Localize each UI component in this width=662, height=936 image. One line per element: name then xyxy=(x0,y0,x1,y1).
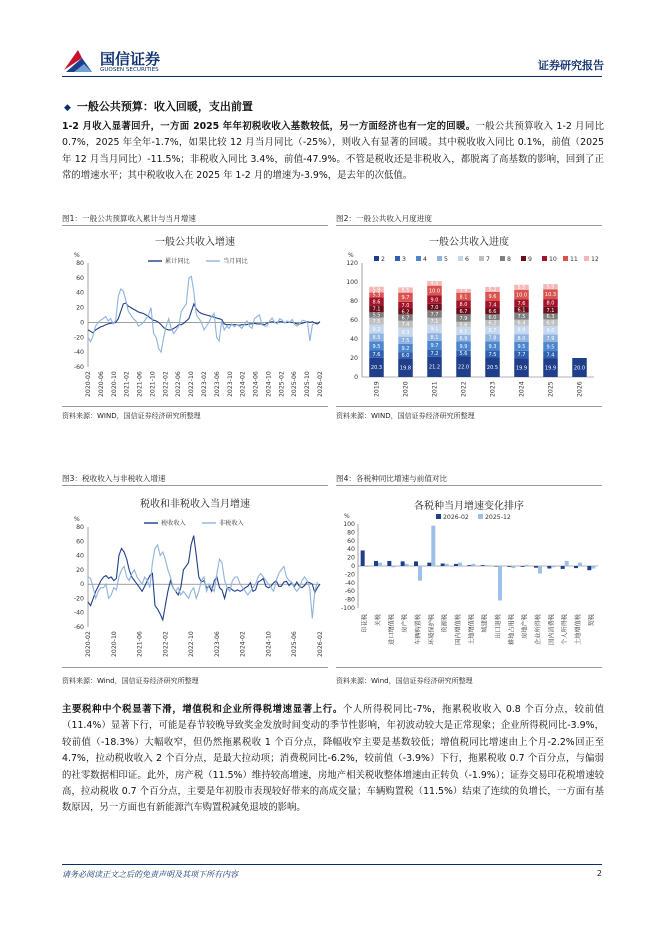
fig4-bar xyxy=(521,566,525,567)
fig4-ytick: 20 xyxy=(347,554,355,562)
fig3-ytick: -40 xyxy=(73,609,84,617)
fig2-segment-label: 6.7 xyxy=(459,308,468,315)
fig3-xtick: 2022-10 xyxy=(188,631,196,657)
fig4-bar xyxy=(467,565,471,566)
fig4-ytick: -80 xyxy=(344,596,355,604)
fig2-ytick: 100 xyxy=(346,279,358,286)
fig4-xtick: 环境保护税 xyxy=(428,614,436,645)
fig2-segment-label: 6.3 xyxy=(546,314,555,321)
fig3-ytick: 0 xyxy=(80,581,84,589)
brand-en: GUOSEN SECURITIES xyxy=(100,67,159,73)
fig1-xtick-mid: 2020-06 xyxy=(97,371,105,397)
fig4-xtick: 关税 xyxy=(375,614,382,627)
fig4-xtick: 土地增值税 xyxy=(468,614,476,645)
fig2-xtick: 2022 xyxy=(460,381,468,397)
fig2-segment-label: 7.4 xyxy=(488,302,497,309)
fig2-legend-swatch xyxy=(500,256,505,261)
fig4-legend-label: 2025-12 xyxy=(485,514,511,521)
header-divider xyxy=(62,76,602,77)
fig4-ytick: -100 xyxy=(340,605,355,612)
fig2-xtick: 2024 xyxy=(518,381,526,397)
fig4-xtick: 资源税 xyxy=(441,614,449,633)
fig2-segment-label: 6.9 xyxy=(459,335,468,342)
fig2-segment-label: 7.7 xyxy=(430,311,439,318)
fig2-segment-label: 19.9 xyxy=(515,365,528,372)
fig1-xtick: 2026-02 xyxy=(317,371,324,397)
fig4-xtick: 国内增值税 xyxy=(455,614,462,645)
fig4-bar xyxy=(591,566,595,569)
fig4-bar xyxy=(485,565,489,566)
fig2-segment-label: 9.3 xyxy=(401,330,410,337)
figure4-source-line xyxy=(336,667,602,668)
fig1-xtick: 2022-10 xyxy=(188,371,196,397)
fig2-segment-label: 9.2 xyxy=(372,326,381,333)
paragraph2-body: 个人所得税同比-7%，拖累税收收入 0.8 个百分点，较前值（11.4%）显著下行，可能是春节较晚导致奖金发放时间变动的季节性影响，年初波动较大是正常现象；企业所得税同比-3.9%，较前值（-18.3%）大幅收窄，但仍然拖累税收 1 个百分点，降幅收窄主要是基数较低；增值税同比增速由上个月-2.2%回正至 4.7%，拉动税收收入 2 个百分点，是最大拉动项；消费税同比-6.2%，较前值（-3.9%）下行，拖累税收 0.7 个百分点，与偏弱的社零数据相印证。此外，房产税（11.5%）维持较高增速，房地产相关税收整体增速由正转负（-1.9%）；证券交易印花税增速较高，拉动税收 0.7 个百分点，主要是年初股市表现较好带来的高成交量；车辆购置税（11.5%）结束了连续的负增长，一方面有基数原因，另一方面也有新能源汽车购置税减免退坡的影响。 xyxy=(62,704,604,814)
fig3-legend-label: 税收收入 xyxy=(161,520,186,527)
fig2-segment-label: 6.0 xyxy=(488,314,497,321)
fig2-segment-label: 20.3 xyxy=(370,365,383,372)
fig4-xtick: 城建税 xyxy=(481,614,489,633)
fig4-bar xyxy=(498,566,502,600)
figure2-svg xyxy=(336,227,602,405)
fig4-xtick: 车辆购置税 xyxy=(415,614,422,645)
fig2-legend-swatch xyxy=(521,256,526,261)
fig1-series-2 xyxy=(88,276,315,352)
fig2-segment-label: 7.5 xyxy=(372,318,381,325)
fig4-xtick: 土地增值税 xyxy=(575,614,582,645)
fig1-xtick: 2022-02 xyxy=(162,371,170,397)
fig1-xtick: 2024-10 xyxy=(265,371,273,397)
fig3-xtick: 2021-06 xyxy=(136,631,144,657)
fig2-segment-label: 7.9 xyxy=(459,315,468,322)
fig1-legend-label: 当月同比 xyxy=(223,258,248,265)
figure3-svg xyxy=(62,487,328,665)
fig2-segment-label: 8.1 xyxy=(459,294,468,301)
fig2-legend-swatch xyxy=(416,256,421,261)
fig2-segment-label: 7.9 xyxy=(546,336,555,343)
fig4-legend-label: 2026-02 xyxy=(443,514,469,521)
fig1-xtick-mid: 2022-06 xyxy=(175,371,183,397)
fig2-legend-label: 5 xyxy=(444,256,448,263)
fig4-ytick: -20 xyxy=(344,571,355,579)
fig1-ytick: 80 xyxy=(76,260,84,267)
figure2-source-line xyxy=(336,406,602,407)
figure3-source: 资料来源：Wind，国信证券经济研究所整理 xyxy=(62,677,199,685)
fig2-segment-label: 7.1 xyxy=(546,307,555,314)
fig4-ytick: 40 xyxy=(347,546,355,554)
fig2-segment-label: 9.7 xyxy=(401,295,410,302)
fig2-ytick: 20 xyxy=(350,355,358,362)
fig2-segment-label: 9.9 xyxy=(459,343,468,350)
report-type: 证券研究报告 xyxy=(538,59,604,72)
fig4-xtick: 国内消费税 xyxy=(548,614,556,645)
fig4-ytick: 60 xyxy=(347,537,355,545)
fig2-segment-label: 8.0 xyxy=(546,300,555,307)
fig3-ytick: 80 xyxy=(76,524,84,531)
fig4-legend-swatch xyxy=(436,514,441,519)
fig1-xtick: 2024-02 xyxy=(239,371,247,397)
fig3-ytick: 40 xyxy=(76,552,84,560)
figure1-source: 资料来源：WIND，国信证券经济研究所整理 xyxy=(62,412,201,420)
fig2-segment-label: 7.8 xyxy=(488,335,497,342)
fig4-bar xyxy=(441,563,445,566)
fig1-xtick-mid: 2021-10 xyxy=(149,371,157,397)
fig2-segment-label: 7.4 xyxy=(401,322,410,329)
fig4-ytick: -60 xyxy=(344,588,355,596)
fig2-segment-label: 6.4 xyxy=(517,320,526,327)
fig1-xtick-mid: 2023-10 xyxy=(226,371,234,397)
fig2-segment-label: 6.6 xyxy=(488,308,497,315)
fig4-xtick: 耕地占用税 xyxy=(508,614,516,645)
fig2-legend-label: 4 xyxy=(423,256,427,263)
fig1-ytick: 0 xyxy=(80,319,84,327)
fig1-xtick: 2020-10 xyxy=(110,371,118,397)
fig2-legend-label: 12 xyxy=(591,256,599,263)
fig4-xtick: 进口增值税 xyxy=(388,614,396,645)
figure4-title: 各税种当月增速变化排序 xyxy=(414,501,524,512)
company-logo xyxy=(62,44,192,78)
section-title: 一般公共预算：收入回暖，支出前置 xyxy=(76,100,253,113)
figure3-source-line xyxy=(62,667,328,668)
fig2-legend-label: 7 xyxy=(486,256,490,263)
fig2-segment-label: 8.9 xyxy=(517,327,526,334)
fig2-legend-swatch xyxy=(395,256,400,261)
fig4-bar xyxy=(418,566,422,581)
paragraph-lead: 1-2 月收入显著回升，一方面 2025 年年初税收收入基数较低，另一方面经济也有一定的回暖。 xyxy=(62,121,476,132)
fig2-segment-label: 10.0 xyxy=(515,292,528,299)
fig2-segment-label: 6.9 xyxy=(546,320,555,327)
fig2-segment-label: 8.0 xyxy=(459,301,468,308)
fig4-bar xyxy=(561,566,565,569)
fig2-legend-label: 6 xyxy=(465,256,469,263)
fig2-segment-label: 22.0 xyxy=(457,364,470,371)
fig2-segment-label: 8.6 xyxy=(372,299,381,306)
fig4-xtick: 房产税 xyxy=(401,614,409,633)
fig2-segment-label: 7.1 xyxy=(372,306,381,313)
figure4-svg xyxy=(336,487,602,665)
fig1-xtick-mid: 2025-10 xyxy=(304,371,312,397)
fig2-segment-label: 5.6 xyxy=(459,351,468,358)
fig4-bar xyxy=(551,566,555,567)
fig2-legend-label: 8 xyxy=(507,256,511,263)
figure1-caption-line xyxy=(62,225,328,226)
paragraph-revenue xyxy=(62,119,604,185)
fig4-bar xyxy=(405,564,409,566)
fig2-segment-label: 19.8 xyxy=(399,365,412,372)
fig2-segment-label: 7.5 xyxy=(517,313,526,320)
fig3-xtick: 2024-10 xyxy=(265,631,273,657)
fig2-segment-label: 8.1 xyxy=(459,328,468,335)
fig2-legend-swatch xyxy=(542,256,547,261)
brand-cn: 国信证券 xyxy=(100,50,161,68)
fig2-legend-swatch xyxy=(479,256,484,261)
fig3-unit: % xyxy=(74,516,80,523)
footer-divider xyxy=(62,864,602,865)
fig4-bar xyxy=(511,566,515,568)
fig1-xtick: 2021-06 xyxy=(136,371,144,397)
fig2-segment-label: 9.1 xyxy=(430,326,439,333)
fig2-segment-label: 9.6 xyxy=(488,294,497,301)
fig2-segment-label: 3.9 xyxy=(459,288,468,295)
fig2-segment-label: 7.4 xyxy=(546,352,555,359)
fig3-ytick: 60 xyxy=(76,538,84,546)
fig2-segment-label: 9.5 xyxy=(372,343,381,350)
figure4-caption-line xyxy=(336,485,602,486)
fig2-segment-label: 6.1 xyxy=(517,307,526,314)
fig4-bar xyxy=(587,566,591,570)
fig4-bar xyxy=(494,566,498,567)
fig4-bar xyxy=(431,526,435,566)
fig2-segment-label: 7.7 xyxy=(517,352,526,359)
fig2-segment-label: 7.5 xyxy=(488,351,497,358)
fig4-ytick: -40 xyxy=(344,579,355,587)
fig2-legend-swatch xyxy=(563,256,568,261)
fig2-segment-label: 5.3 xyxy=(372,292,381,299)
fig2-segment-label: 7.6 xyxy=(372,351,381,358)
fig4-xtick: 个人所得税 xyxy=(561,614,569,645)
fig2-segment-label: 9.3 xyxy=(488,343,497,350)
paragraph-taxes xyxy=(62,702,604,817)
fig1-xtick-mid: 2021-02 xyxy=(123,371,131,397)
figure2-title: 一般公共收入进度 xyxy=(429,237,509,248)
fig2-segment-label: 9.5 xyxy=(546,344,555,351)
fig2-legend-label: 9 xyxy=(528,256,532,263)
fig2-segment-label: 8.1 xyxy=(430,334,439,341)
figure2-caption: 图2：一般公共收入月度进度 xyxy=(336,214,432,223)
fig2-segment-label: 7.5 xyxy=(401,337,410,344)
fig2-ytick: 120 xyxy=(346,260,358,267)
fig2-legend-label: 3 xyxy=(402,256,406,263)
figure1-svg xyxy=(62,227,328,405)
footer-disclaimer: 请务必阅读正文之后的免责声明及其项下所有内容 xyxy=(62,870,238,879)
fig1-legend-label: 累计同比 xyxy=(165,258,190,265)
fig3-ytick: -20 xyxy=(73,595,84,603)
fig2-segment-label: 7.1 xyxy=(430,318,439,325)
fig4-bar xyxy=(378,563,382,566)
fig4-xtick: 印花税 xyxy=(361,614,369,633)
fig1-ytick: -20 xyxy=(73,334,84,342)
fig4-bar xyxy=(361,550,365,566)
fig4-bar xyxy=(574,566,578,568)
fig4-ytick: 0 xyxy=(351,563,355,570)
fig4-bar xyxy=(507,566,511,567)
figure1-chart xyxy=(62,227,328,405)
fig2-unit: % xyxy=(348,252,354,259)
fig2-segment-label: 5.5 xyxy=(401,287,410,294)
figure4-caption: 图4：各税种同比增速与前值对比 xyxy=(336,474,448,483)
fig2-segment-label: 8.7 xyxy=(488,327,497,334)
fig2-segment-label: 7.2 xyxy=(430,351,439,358)
figure1-source-line xyxy=(62,406,328,407)
fig4-ytick: 100 xyxy=(343,521,355,528)
fig2-segment-label: 5.5 xyxy=(517,285,526,292)
fig2-ytick: 0 xyxy=(354,374,358,381)
fig4-bar xyxy=(534,566,538,568)
fig3-xtick: 2025-06 xyxy=(291,631,299,657)
fig4-bar xyxy=(538,566,542,574)
fig2-legend-label: 11 xyxy=(570,256,578,263)
figure1-title: 一般公共收入增速 xyxy=(155,237,235,248)
figure2-source: 资料来源：WIND，国信证券经济研究所整理 xyxy=(336,412,475,420)
fig2-segment-label: 8.0 xyxy=(517,335,526,342)
fig2-legend-label: 2 xyxy=(381,256,385,263)
fig2-segment-label: 9.5 xyxy=(517,344,526,351)
figure3-caption-line xyxy=(62,485,328,486)
fig4-xtick: 出口退税 xyxy=(495,614,502,639)
fig4-bar xyxy=(387,561,391,566)
fig1-xtick-mid: 2023-02 xyxy=(201,371,208,397)
fig4-bar xyxy=(391,566,395,567)
fig2-segment-label: 9.0 xyxy=(546,328,555,335)
fig2-segment-label: 10.3 xyxy=(544,292,557,299)
fig2-segment-label: 20.5 xyxy=(486,365,499,372)
fig2-segment-label: 5.9 xyxy=(372,287,381,294)
paragraph2-lead: 主要税种中个税显著下滑，增值税和企业所得税增速显著上行。 xyxy=(62,704,343,715)
fig4-bar xyxy=(401,561,405,566)
fig4-bar xyxy=(374,561,378,566)
fig2-ytick: 60 xyxy=(350,317,358,324)
fig1-ytick: 60 xyxy=(76,274,84,282)
fig4-bar xyxy=(471,564,475,566)
fig2-ytick: 40 xyxy=(350,336,358,343)
fig2-xtick: 2021 xyxy=(431,381,439,397)
paragraph-body: 一般公共预算收入 1-2 月同比 0.7%，2025 年全年-1.7%，如果比较 12 月当月同比（-25%），则收入有显著的回暖。其中税收收入同比 0.1%，前值（2025 年 12 月当月同比）-11.5%；非税收入同比 3.4%，前值-47.9%。不管是税收还是非税收入，都脱离了高基数的影响，回到了正常的增速水平；其中税收收入在 2025 年 1-2 月的增速为-3.9%，是去年的次低值。 xyxy=(62,121,604,182)
figure1-caption: 图1：一般公共预算收入累计与当月增速 xyxy=(62,214,196,223)
fig4-bar xyxy=(565,561,569,566)
fig4-bar xyxy=(427,563,431,566)
fig2-ytick: 80 xyxy=(350,298,358,305)
figure4-chart xyxy=(336,487,602,665)
fig1-ytick: 40 xyxy=(76,289,84,297)
fig2-xtick: 2020 xyxy=(402,381,410,397)
fig2-segment-label: 6.2 xyxy=(401,309,410,316)
fig2-xtick: 2025 xyxy=(547,381,555,397)
fig3-xtick: 2022-02 xyxy=(162,631,170,657)
figure4-source: 资料来源：Wind，国信证券经济研究所整理 xyxy=(336,677,473,685)
section-heading xyxy=(64,98,253,114)
fig2-legend-swatch xyxy=(458,256,463,261)
fig4-bar xyxy=(481,565,485,566)
fig3-xtick: 2023-06 xyxy=(213,631,221,657)
fig2-segment-label: 7.0 xyxy=(430,304,439,311)
fig2-legend-label: 10 xyxy=(549,256,557,263)
fig2-segment-label: 7.6 xyxy=(517,300,526,307)
fig1-xtick: 2025-06 xyxy=(291,371,299,397)
fig2-segment-label: 6.2 xyxy=(488,320,497,327)
fig2-xtick: 2023 xyxy=(489,381,497,397)
fig2-segment-label: 5.2 xyxy=(488,287,497,294)
fig3-xtick: 2020-02 xyxy=(85,631,92,657)
fig4-bar xyxy=(414,561,418,566)
fig1-xtick: 2020-02 xyxy=(85,371,92,397)
fig2-segment-label: 10.0 xyxy=(428,288,441,295)
fig2-xtick: 2019 xyxy=(373,381,381,397)
fig1-unit: % xyxy=(74,252,80,259)
fig1-xtick-mid: 2024-06 xyxy=(252,371,260,397)
figure3-title: 税收和非税收入当月增速 xyxy=(140,499,250,510)
fig2-segment-label: 20.0 xyxy=(573,365,586,372)
fig1-xtick: 2023-06 xyxy=(213,371,221,397)
page-number: 2 xyxy=(596,869,602,878)
figure2-caption-line xyxy=(336,225,602,226)
fig3-xtick: 2024-02 xyxy=(239,631,247,657)
fig2-segment-label: 5.5 xyxy=(546,284,555,291)
fig2-segment-label: 19.9 xyxy=(544,365,557,372)
fig3-ytick: 20 xyxy=(76,566,84,574)
figure3-chart xyxy=(62,487,328,665)
fig2-segment-label: 9.7 xyxy=(430,343,439,350)
fig2-segment-label: 9.2 xyxy=(401,345,410,352)
fig2-segment-label: 21.2 xyxy=(428,364,441,371)
fig4-bar xyxy=(547,566,551,569)
fig4-bar xyxy=(454,564,458,566)
fig4-bar xyxy=(525,565,529,566)
fig2-segment-label: 5.5 xyxy=(372,312,381,319)
fig3-ytick: -60 xyxy=(73,624,84,631)
fig4-ytick: 80 xyxy=(347,529,355,537)
fig2-legend-swatch xyxy=(374,256,379,261)
fig4-xtick: 房地产税 xyxy=(521,614,529,639)
fig2-segment-label: 4.9 xyxy=(430,281,439,288)
fig2-segment-label: 5.6 xyxy=(459,322,468,329)
fig2-legend-swatch xyxy=(584,256,589,261)
fig1-ytick: 20 xyxy=(76,304,84,312)
fig3-xtick: 2026-02 xyxy=(317,631,324,657)
fig4-unit: % xyxy=(344,513,350,520)
fig3-xtick: 2020-10 xyxy=(110,631,118,657)
fig4-bar xyxy=(578,563,582,566)
diamond-bullet-icon: ◆ xyxy=(64,103,71,113)
fig3-legend-label: 非税收入 xyxy=(219,520,244,527)
fig2-xtick: 2026 xyxy=(576,381,584,397)
fig4-bar xyxy=(365,566,369,567)
figure3-caption: 图3：税收收入与非税收入增速 xyxy=(62,474,166,483)
fig4-bar xyxy=(458,563,462,566)
fig2-segment-label: 9.0 xyxy=(430,297,439,304)
fig2-segment-label: 6.0 xyxy=(401,353,410,360)
fig1-ytick: -60 xyxy=(73,364,84,371)
fig4-bar xyxy=(445,564,449,566)
fig4-legend-swatch xyxy=(478,514,483,519)
fig1-ytick: -40 xyxy=(73,349,84,357)
fig4-xtick: 企业所得税 xyxy=(535,614,542,645)
fig4-xtick: 契税 xyxy=(588,614,596,627)
fig1-xtick-mid: 2025-02 xyxy=(278,371,286,397)
fig2-legend-swatch xyxy=(437,256,442,261)
fig2-segment-label: 7.0 xyxy=(401,302,410,309)
fig2-segment-label: 8.5 xyxy=(372,335,381,342)
figure2-chart xyxy=(336,227,602,405)
fig2-segment-label: 6.7 xyxy=(401,315,410,322)
